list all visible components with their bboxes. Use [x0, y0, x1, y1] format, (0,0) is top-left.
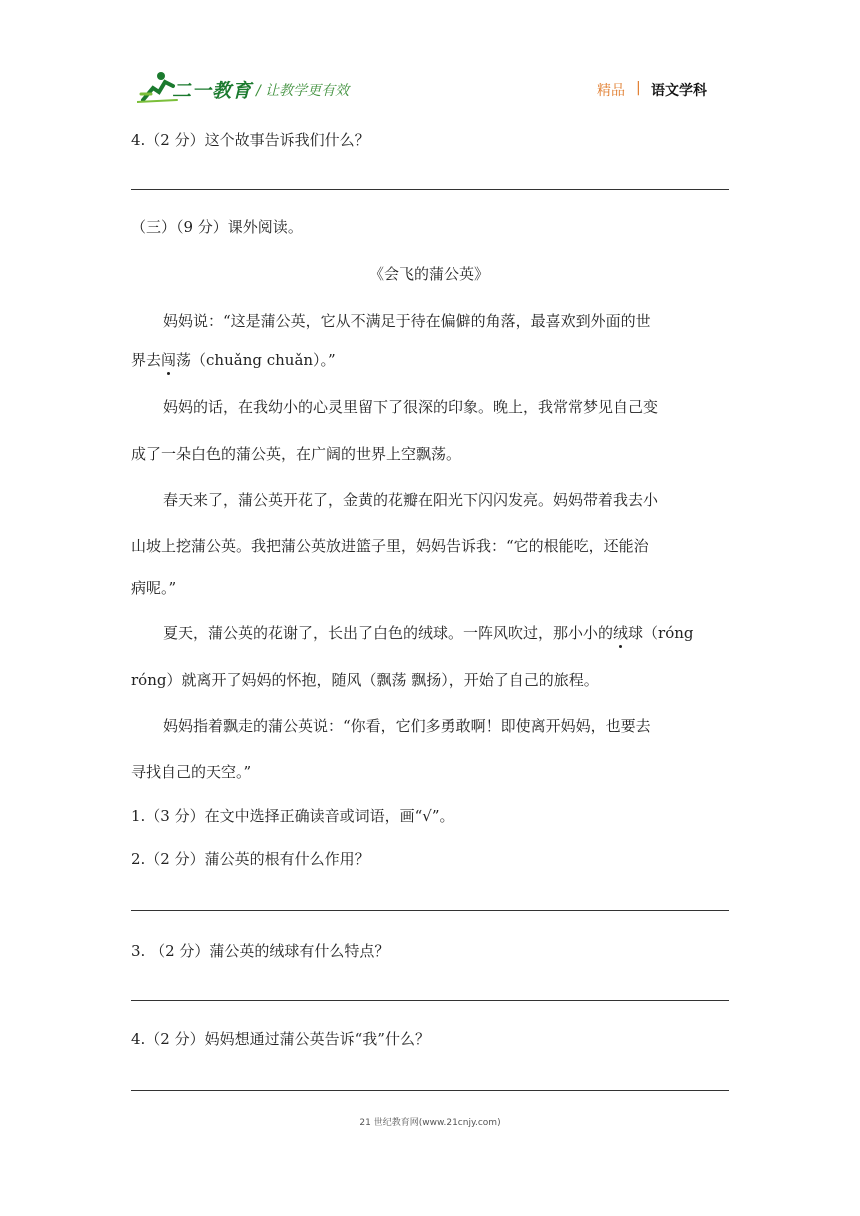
answer-line: [131, 1000, 729, 1001]
brand-name: 二一教育: [172, 80, 253, 102]
question-prev-4: 4.（2 分）这个故事告诉我们什么？: [131, 131, 370, 149]
quality-label: 精品: [597, 83, 625, 99]
paragraph-4-line-1: 夏天，蒲公英的花谢了，长出了白色的绒球。一阵风吹过，那小小的绒球（róng: [163, 624, 694, 642]
answer-line: [131, 1090, 729, 1091]
paragraph-5-line-2: 寻找自己的天空。”: [131, 763, 252, 781]
question-1: 1.（3 分）在文中选择正确读音或词语，画“√”。: [131, 807, 455, 825]
question-3: 3. （2 分）蒲公英的绒球有什么特点？: [131, 942, 390, 960]
paragraph-2-line-2: 成了一朵白色的蒲公英，在广阔的世界上空飘荡。: [131, 445, 462, 463]
slogan: / 让教学更有效: [256, 83, 350, 99]
paragraph-4-line-2: róng）就离开了妈妈的怀抱，随风（飘荡 飘扬），开始了自己的旅程。: [131, 671, 599, 689]
answer-line: [131, 189, 729, 190]
paragraph-1-line-1: 妈妈说：“这是蒲公英，它从不满足于待在偏僻的角落，最喜欢到外面的世: [163, 312, 651, 330]
paragraph-1-line-2: 界去闯荡（chuǎng chuǎn）。”: [131, 351, 336, 369]
paragraph-3-line-3: 病呢。”: [131, 579, 177, 597]
answer-line: [131, 910, 729, 911]
paragraph-3-line-2: 山坡上挖蒲公英。我把蒲公英放进篮子里，妈妈告诉我：“它的根能吃，还能治: [131, 537, 649, 555]
paragraph-2-line-1: 妈妈的话，在我幼小的心灵里留下了很深的印象。晚上，我常常梦见自己变: [163, 398, 659, 416]
footer-source: 21 世纪教育网(www.21cnjy.com): [359, 1118, 501, 1128]
paragraph-5-line-1: 妈妈指着飘走的蒲公英说：“你看，它们多勇敢啊！即使离开妈妈，也要去: [163, 717, 651, 735]
question-2: 2.（2 分）蒲公英的根有什么作用？: [131, 850, 370, 868]
paragraph-3-line-1: 春天来了，蒲公英开花了，金黄的花瓣在阳光下闪闪发亮。妈妈带着我去小: [163, 491, 659, 509]
story-title: 《会飞的蒲公英》: [369, 265, 490, 283]
question-4: 4.（2 分）妈妈想通过蒲公英告诉“我”什么？: [131, 1030, 430, 1048]
header-separator: |: [636, 80, 641, 96]
section-title: （三）（9 分）课外阅读。: [131, 218, 303, 236]
subject-label: 语文学科: [651, 83, 707, 99]
